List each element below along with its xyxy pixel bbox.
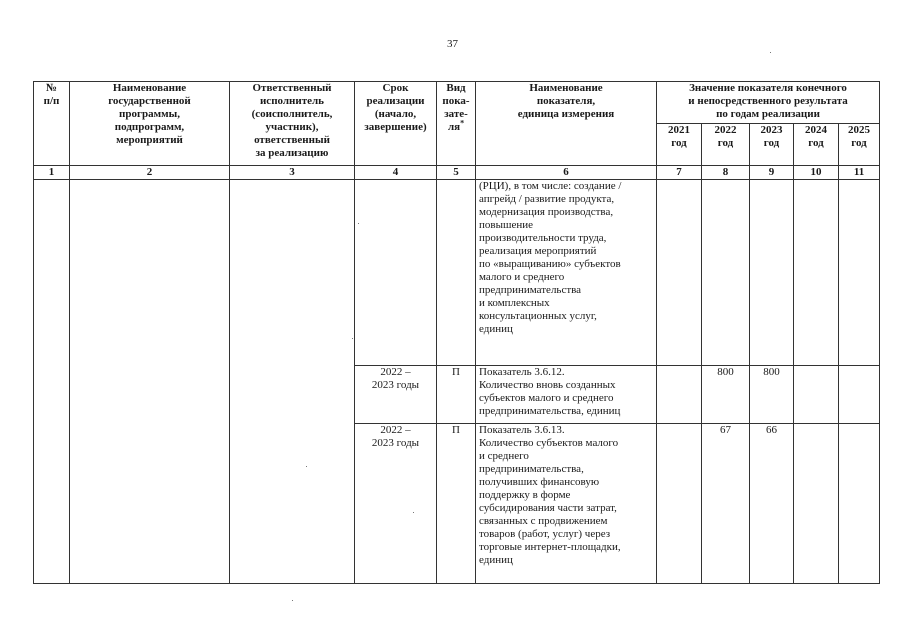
scan-speck bbox=[292, 600, 293, 601]
cell-value-2024 bbox=[794, 180, 839, 366]
cell-value-2025 bbox=[839, 180, 880, 366]
cell-value-2023: 800 bbox=[750, 366, 794, 424]
header-year-2021: 2021 год bbox=[657, 124, 702, 166]
column-number: 6 bbox=[476, 166, 657, 180]
header-col-indicator: Наименование показателя, единица измерения bbox=[476, 82, 657, 166]
header-col-no: № п/п bbox=[34, 82, 70, 166]
cell-indicator: (РЦИ), в том числе: создание / апгрейд / развитие продукта, модернизация производства, повышение производительности труда, реализация мероприятий по «выращиванию» субъектов малого и среднего предпринимательства и комплексных консультационных услуг, единиц bbox=[476, 180, 657, 366]
cell-no bbox=[34, 180, 70, 584]
cell-value-2022: 67 bbox=[702, 424, 750, 584]
cell-value-2022: 800 bbox=[702, 366, 750, 424]
cell-value-2023 bbox=[750, 180, 794, 366]
indicators-table bbox=[33, 81, 880, 584]
header-year-2023: 2023 год bbox=[750, 124, 794, 166]
cell-value-2022 bbox=[702, 180, 750, 366]
footnote-mark: * bbox=[460, 118, 465, 128]
column-number: 7 bbox=[657, 166, 702, 180]
column-number: 1 bbox=[34, 166, 70, 180]
cell-term: 2022 – 2023 годы bbox=[355, 366, 437, 424]
cell-term: 2022 – 2023 годы bbox=[355, 424, 437, 584]
column-number: 10 bbox=[794, 166, 839, 180]
cell-name bbox=[70, 180, 230, 584]
scan-speck bbox=[358, 223, 359, 224]
cell-value-2025 bbox=[839, 366, 880, 424]
cell-type: П bbox=[437, 424, 476, 584]
cell-type bbox=[437, 180, 476, 366]
header-col-responsible: Ответственный исполнитель (соисполнитель, участник), ответственный за реализацию bbox=[230, 82, 355, 166]
cell-value-2021 bbox=[657, 366, 702, 424]
cell-value-2024 bbox=[794, 424, 839, 584]
cell-indicator: Показатель 3.6.12. Количество вновь созданных субъектов малого и среднего предпринимательства, единиц bbox=[476, 366, 657, 424]
cell-type: П bbox=[437, 366, 476, 424]
cell-value-2023: 66 bbox=[750, 424, 794, 584]
column-number: 11 bbox=[839, 166, 880, 180]
column-number: 9 bbox=[750, 166, 794, 180]
cell-value-2021 bbox=[657, 180, 702, 366]
table-row bbox=[34, 180, 880, 366]
cell-value-2024 bbox=[794, 366, 839, 424]
header-col-term: Срок реализации (начало, завершение) bbox=[355, 82, 437, 166]
header-year-2025: 2025 год bbox=[839, 124, 880, 166]
header-col-type: Вид пока- зате- ля* bbox=[437, 82, 476, 166]
page-number: 37 bbox=[447, 38, 458, 50]
column-number: 5 bbox=[437, 166, 476, 180]
scan-speck bbox=[770, 52, 771, 53]
header-col-values: Значение показателя конечного и непосредственного результата по годам реализации bbox=[657, 82, 880, 124]
scan-speck bbox=[413, 512, 414, 513]
column-number: 4 bbox=[355, 166, 437, 180]
cell-value-2021 bbox=[657, 424, 702, 584]
header-col-name: Наименование государственной программы, подпрограмм, мероприятий bbox=[70, 82, 230, 166]
column-number: 8 bbox=[702, 166, 750, 180]
header-year-2024: 2024 год bbox=[794, 124, 839, 166]
cell-responsible bbox=[230, 180, 355, 584]
header-year-2022: 2022 год bbox=[702, 124, 750, 166]
cell-indicator: Показатель 3.6.13. Количество субъектов малого и среднего предпринимательства, получивших финансовую поддержку в форме субсидирования части затрат, связанных с продвижением товаров (работ, услуг) через торговые интернет-площадки, единиц bbox=[476, 424, 657, 584]
cell-value-2025 bbox=[839, 424, 880, 584]
scan-speck bbox=[352, 338, 353, 339]
cell-term bbox=[355, 180, 437, 366]
column-number: 3 bbox=[230, 166, 355, 180]
scan-speck bbox=[306, 466, 307, 467]
column-number: 2 bbox=[70, 166, 230, 180]
